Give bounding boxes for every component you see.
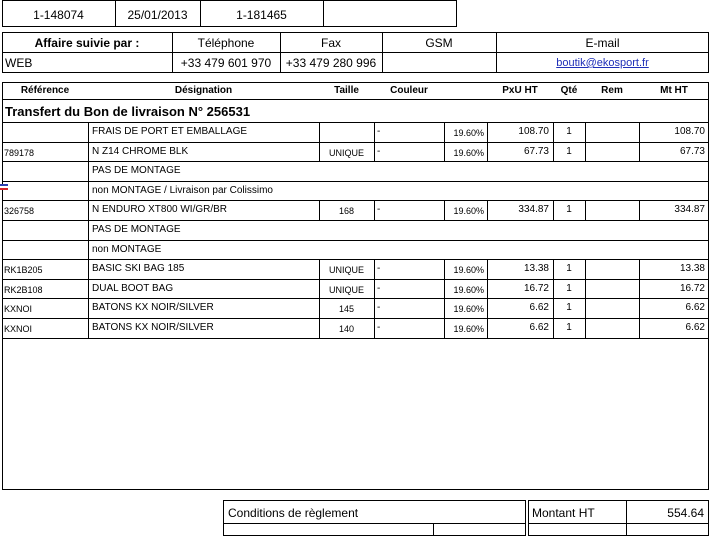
row-couleur: - bbox=[377, 302, 381, 313]
cell-divider bbox=[585, 298, 586, 318]
row-qte: 1 bbox=[566, 302, 572, 313]
telephone-label: Téléphone bbox=[197, 36, 255, 50]
table-header-bottom bbox=[2, 99, 709, 100]
cell-divider bbox=[319, 122, 320, 142]
flag-icon bbox=[0, 184, 8, 190]
row-pxu: 13.38 bbox=[523, 263, 549, 274]
row-tva: 19.60% bbox=[453, 265, 484, 275]
fax-value: +33 479 280 996 bbox=[285, 56, 377, 70]
cell-divider bbox=[88, 298, 89, 318]
row-note: non MONTAGE / Livraison par Colissimo bbox=[92, 185, 273, 196]
cell-divider bbox=[585, 200, 586, 220]
row-tva: 19.60% bbox=[453, 148, 484, 158]
row-qte: 1 bbox=[566, 146, 572, 157]
cell-divider bbox=[374, 122, 375, 142]
row-reference: KXNOI bbox=[4, 304, 33, 314]
conditions-label: Conditions de règlement bbox=[228, 506, 359, 520]
conditions-col-divider bbox=[433, 523, 434, 536]
row-pxu: 67.73 bbox=[523, 146, 549, 157]
row-mt: 6.62 bbox=[685, 322, 705, 333]
cell-divider bbox=[585, 259, 586, 279]
row-tva: 19.60% bbox=[453, 324, 484, 334]
cell-divider bbox=[88, 220, 89, 240]
montant-divider bbox=[528, 523, 709, 524]
row-qte: 1 bbox=[566, 204, 572, 215]
row-divider bbox=[2, 181, 709, 182]
cell-divider bbox=[88, 181, 89, 201]
cell-divider bbox=[88, 142, 89, 162]
cell-divider bbox=[374, 200, 375, 220]
header-reference: Référence bbox=[20, 85, 70, 96]
row-note: PAS DE MONTAGE bbox=[92, 165, 181, 176]
header-taille: Taille bbox=[334, 85, 359, 96]
header-designation: Désignation bbox=[174, 85, 233, 96]
row-mt: 67.73 bbox=[679, 146, 705, 157]
row-qte: 1 bbox=[566, 283, 572, 294]
gsm-label: GSM bbox=[425, 36, 453, 50]
email-label: E-mail bbox=[585, 36, 620, 50]
row-mt: 13.38 bbox=[679, 263, 705, 274]
order-number: 1-181465 bbox=[236, 8, 287, 22]
document-date: 25/01/2013 bbox=[127, 8, 188, 22]
row-taille: 140 bbox=[338, 324, 355, 334]
cell-divider bbox=[585, 318, 586, 338]
top-ref-divider bbox=[323, 0, 324, 27]
row-mt: 108.70 bbox=[674, 126, 705, 137]
cell-divider bbox=[88, 279, 89, 299]
conditions-divider bbox=[223, 523, 526, 524]
header-pxu: PxU HT bbox=[502, 85, 538, 96]
row-mt: 6.62 bbox=[685, 302, 705, 313]
row-tva: 19.60% bbox=[453, 285, 484, 295]
cell-divider bbox=[374, 142, 375, 162]
header-couleur: Couleur bbox=[390, 85, 428, 96]
row-mt: 16.72 bbox=[679, 283, 705, 294]
client-number: 1-148074 bbox=[33, 8, 84, 22]
row-reference: 789178 bbox=[4, 148, 35, 158]
row-pxu: 16.72 bbox=[523, 283, 549, 294]
cell-divider bbox=[585, 279, 586, 299]
email-link[interactable]: boutik@ekosport.fr bbox=[556, 57, 649, 69]
cell-divider bbox=[374, 318, 375, 338]
row-pxu: 334.87 bbox=[518, 204, 549, 215]
header-qte: Qté bbox=[560, 85, 578, 96]
cell-divider bbox=[374, 259, 375, 279]
row-designation: BASIC SKI BAG 185 bbox=[92, 263, 185, 274]
cell-divider bbox=[88, 240, 89, 260]
row-divider bbox=[2, 142, 709, 143]
header-rem: Rem bbox=[601, 85, 623, 96]
cell-divider bbox=[374, 298, 375, 318]
row-reference: KXNOI bbox=[4, 324, 33, 334]
row-designation: BATONS KX NOIR/SILVER bbox=[92, 302, 214, 313]
contact-row-divider bbox=[2, 52, 709, 53]
row-couleur: - bbox=[377, 146, 381, 157]
cell-divider bbox=[585, 142, 586, 162]
row-tva: 19.60% bbox=[453, 128, 484, 138]
row-divider bbox=[2, 318, 709, 319]
cell-divider bbox=[374, 279, 375, 299]
row-couleur: - bbox=[377, 283, 381, 294]
affaire-label: Affaire suivie par : bbox=[34, 36, 140, 50]
row-taille: 168 bbox=[338, 206, 355, 216]
row-qte: 1 bbox=[566, 126, 572, 137]
cell-divider bbox=[88, 122, 89, 142]
cell-divider bbox=[88, 200, 89, 220]
row-designation: FRAIS DE PORT ET EMBALLAGE bbox=[92, 126, 248, 137]
row-qte: 1 bbox=[566, 263, 572, 274]
cell-divider bbox=[88, 161, 89, 181]
row-tva: 19.60% bbox=[453, 206, 484, 216]
row-reference: RK2B108 bbox=[4, 285, 43, 295]
cell-divider bbox=[88, 318, 89, 338]
row-divider bbox=[2, 161, 709, 162]
row-designation: N Z14 CHROME BLK bbox=[92, 146, 189, 157]
row-divider bbox=[2, 298, 709, 299]
affaire-value: WEB bbox=[5, 56, 33, 70]
row-designation: N ENDURO XT800 WI/GR/BR bbox=[92, 204, 228, 215]
row-taille: UNIQUE bbox=[328, 285, 364, 295]
montant-value: 554.64 bbox=[667, 506, 704, 520]
row-pxu: 6.62 bbox=[529, 302, 549, 313]
row-note: non MONTAGE bbox=[92, 244, 162, 255]
row-mt: 334.87 bbox=[674, 204, 705, 215]
telephone-value: +33 479 601 970 bbox=[180, 56, 272, 70]
row-divider bbox=[2, 259, 709, 260]
row-pxu: 108.70 bbox=[518, 126, 549, 137]
row-reference: 326758 bbox=[4, 206, 35, 216]
row-taille: UNIQUE bbox=[328, 265, 364, 275]
row-qte: 1 bbox=[566, 322, 572, 333]
row-pxu: 6.62 bbox=[529, 322, 549, 333]
row-reference: RK1B205 bbox=[4, 265, 43, 275]
row-divider bbox=[2, 240, 709, 241]
montant-label: Montant HT bbox=[532, 506, 595, 520]
row-couleur: - bbox=[377, 263, 381, 274]
row-couleur: - bbox=[377, 126, 381, 137]
cell-divider bbox=[585, 122, 586, 142]
header-mt: Mt HT bbox=[660, 85, 688, 96]
row-divider bbox=[2, 220, 709, 221]
row-divider bbox=[2, 200, 709, 201]
row-divider bbox=[2, 338, 709, 339]
row-note: PAS DE MONTAGE bbox=[92, 224, 181, 235]
cell-divider bbox=[88, 259, 89, 279]
row-couleur: - bbox=[377, 322, 381, 333]
row-designation: DUAL BOOT BAG bbox=[92, 283, 174, 294]
row-divider bbox=[2, 122, 709, 123]
row-designation: BATONS KX NOIR/SILVER bbox=[92, 322, 214, 333]
row-divider bbox=[2, 279, 709, 280]
row-couleur: - bbox=[377, 204, 381, 215]
row-taille: 145 bbox=[338, 304, 355, 314]
row-tva: 19.60% bbox=[453, 304, 484, 314]
section-title: Transfert du Bon de livraison N° 256531 bbox=[5, 104, 251, 119]
fax-label: Fax bbox=[320, 36, 341, 50]
row-taille: UNIQUE bbox=[328, 148, 364, 158]
